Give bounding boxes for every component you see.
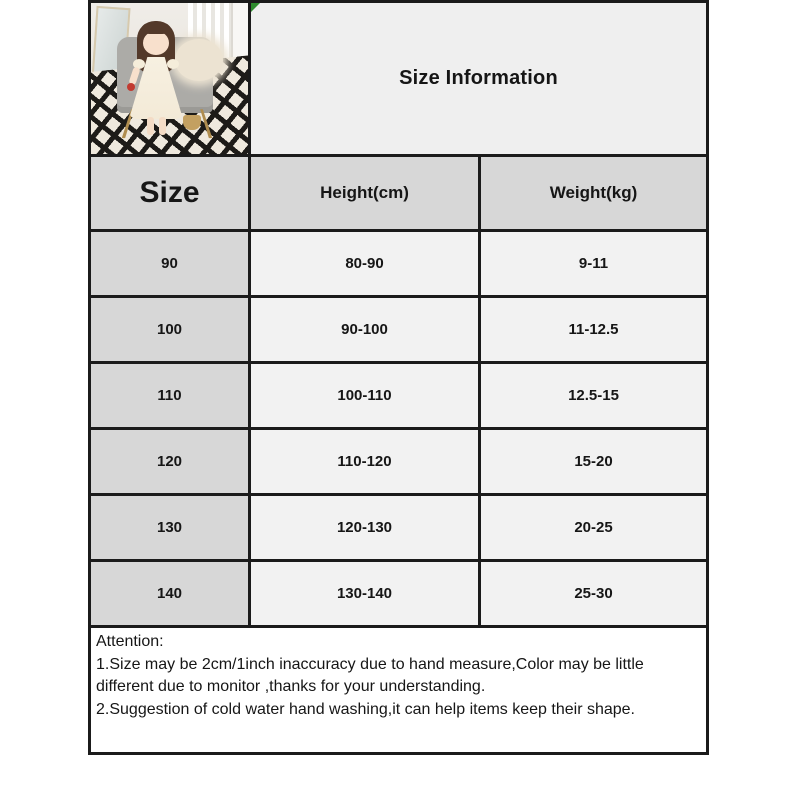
table-row: [90, 363, 708, 429]
girl-leg-right: [159, 117, 166, 135]
column-header-height: Height(cm): [250, 156, 480, 231]
lollipop: [127, 83, 135, 91]
table-row: [90, 231, 708, 297]
height-cell: 80-90: [250, 231, 480, 297]
size-cell: 90: [90, 231, 250, 297]
attention-row: [90, 627, 708, 754]
fur-pillow: [175, 39, 223, 81]
size-cell: 120: [90, 429, 250, 495]
product-photo: [90, 2, 250, 156]
column-header-weight: Weight(kg): [480, 156, 708, 231]
table-row: [90, 297, 708, 363]
weight-cell: 15-20: [480, 429, 708, 495]
size-table: [88, 0, 709, 755]
attention-item: 1.Size may be 2cm/1inch inaccuracy due to hand measure,Color may be little different due to monitor ,thanks for your understanding.: [96, 655, 644, 696]
height-cell: 120-130: [250, 495, 480, 561]
photo-title-row: [90, 2, 708, 156]
attention-title: Attention:: [96, 633, 164, 650]
table-row: [90, 429, 708, 495]
height-cell: 110-120: [250, 429, 480, 495]
girl-bangs: [141, 23, 171, 34]
weight-cell: 9-11: [480, 231, 708, 297]
weight-cell: 11-12.5: [480, 297, 708, 363]
basket-bag: [183, 115, 201, 130]
weight-cell: 12.5-15: [480, 363, 708, 429]
page-title: Size Information: [399, 67, 558, 89]
size-cell: 140: [90, 561, 250, 627]
height-cell: 100-110: [250, 363, 480, 429]
dress-sleeve-right: [167, 59, 179, 69]
table-row: [90, 495, 708, 561]
attention-item: 2.Suggestion of cold water hand washing,it can help items keep their shape.: [96, 701, 635, 719]
table-row: [90, 561, 708, 627]
product-photo-scene: [91, 3, 248, 154]
weight-cell: 20-25: [480, 495, 708, 561]
attention-note: [90, 627, 708, 754]
size-cell: 100: [90, 297, 250, 363]
height-cell: 90-100: [250, 297, 480, 363]
cell-flag-icon: [251, 3, 260, 12]
column-header-size: Size: [90, 156, 250, 231]
size-cell: 110: [90, 363, 250, 429]
girl-face: [143, 31, 169, 55]
girl-leg-left: [147, 117, 154, 135]
size-chart-sheet: [88, 0, 706, 755]
size-cell: 130: [90, 495, 250, 561]
size-information-title-cell: [250, 2, 708, 156]
height-cell: 130-140: [250, 561, 480, 627]
weight-cell: 25-30: [480, 561, 708, 627]
table-header-row: [90, 156, 708, 231]
